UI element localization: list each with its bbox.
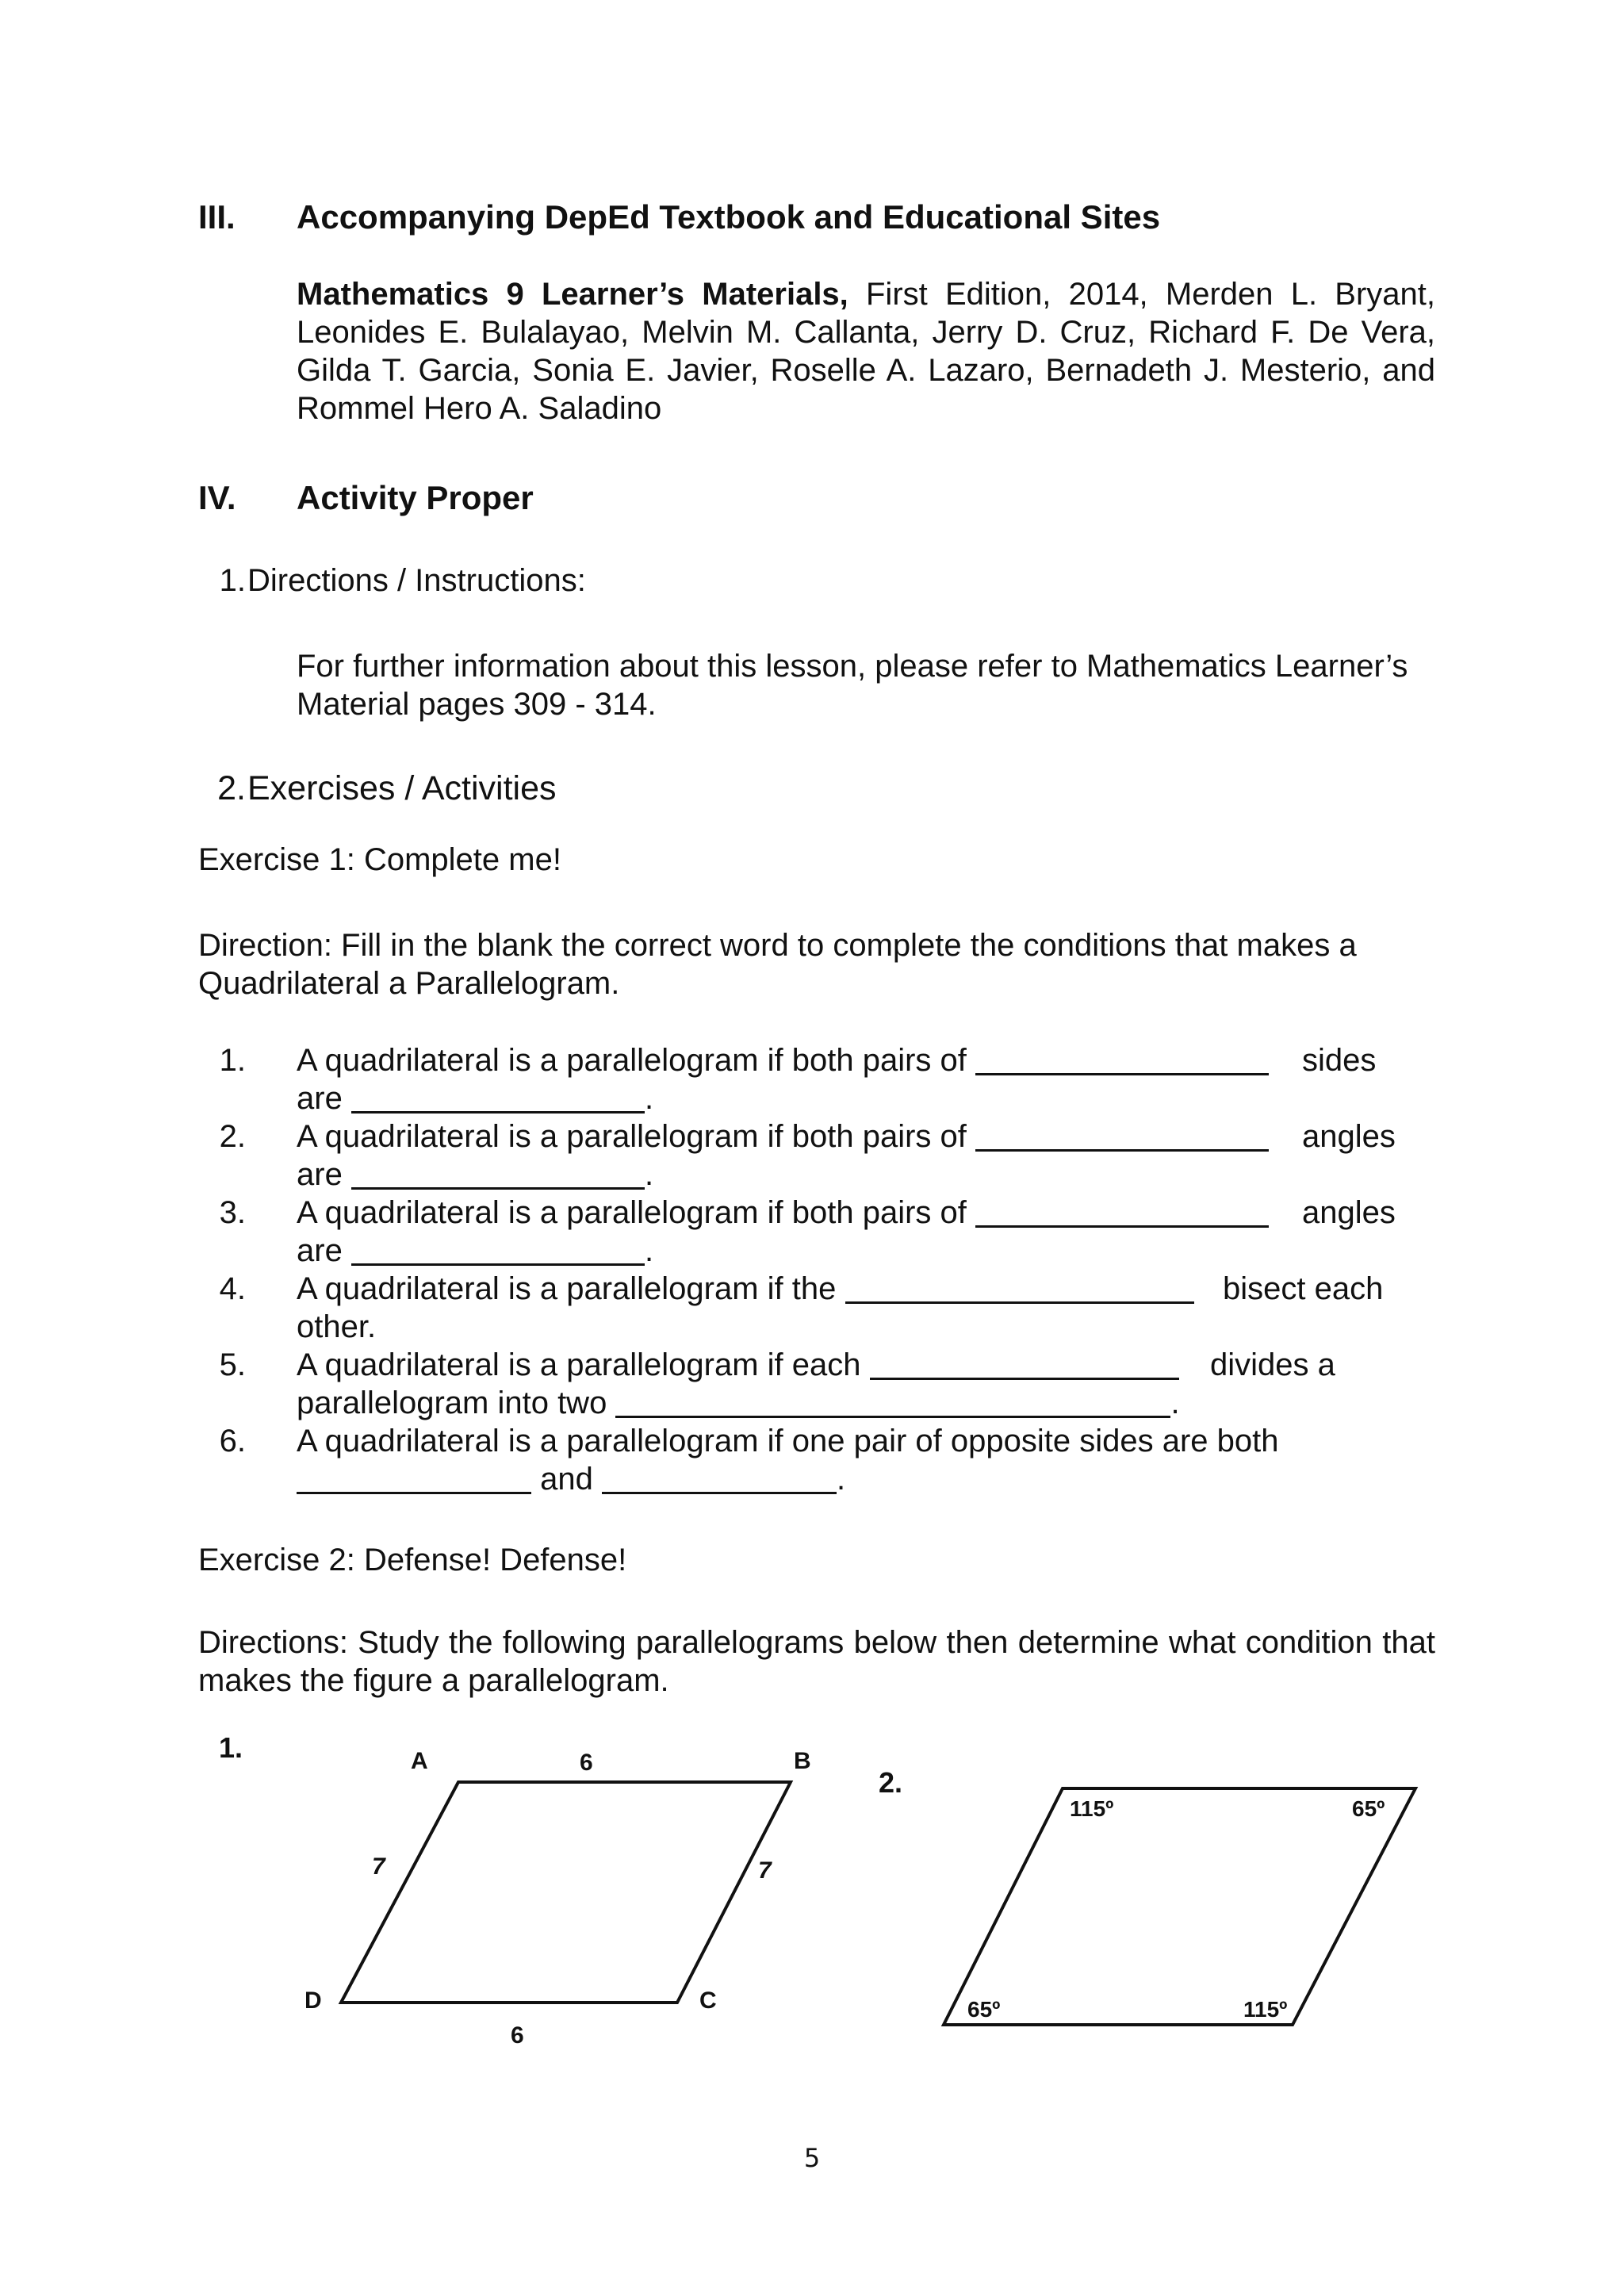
exercise-1-direction: Direction: Fill in the blank the correct word to complete the conditions that makes a Quadrilateral a Parallelogram. [198, 928, 1357, 1001]
item-period: . [644, 1157, 654, 1192]
exercises-item-label: Exercises / Activities [247, 769, 557, 807]
section-4-number: IV. [198, 479, 236, 516]
item-text-cont: and [540, 1462, 593, 1497]
item-text-cont: are [297, 1233, 343, 1268]
textbook-reference [297, 275, 1435, 427]
item-text-cont: parallelogram into two [297, 1386, 607, 1420]
exercise-2-direction: Directions: Study the following parallelograms below then determine what condition that makes the figure a parallelogram. [198, 1625, 1435, 1698]
side-ab-length: 6 [580, 1750, 593, 1776]
answer-blank[interactable] [615, 1387, 1170, 1418]
exercise-1-item [198, 1346, 1435, 1422]
answer-blank[interactable] [845, 1273, 1194, 1304]
exercise-1-item [198, 1117, 1435, 1194]
item-text-end: angles [1302, 1119, 1396, 1154]
item-text-end: bisect each [1223, 1271, 1384, 1306]
item-text: A quadrilateral is a parallelogram if both pairs of [297, 1043, 967, 1078]
item-number: 1. [219, 1043, 246, 1078]
section-3-title: Accompanying DepEd Textbook and Educational Sites [297, 198, 1161, 236]
item-period: . [644, 1081, 654, 1116]
top-right-angle: 65º [1352, 1796, 1385, 1821]
item-text: A quadrilateral is a parallelogram if one pair of opposite sides are both [297, 1424, 1279, 1458]
answer-blank[interactable] [975, 1197, 1269, 1228]
directions-item-label: Directions / Instructions: [247, 563, 586, 598]
parallelogram-figure-1 [198, 1729, 833, 2062]
figure-1-number: 1. [219, 1731, 243, 1764]
exercise-1-item [198, 1270, 1435, 1346]
item-text-cont: are [297, 1157, 343, 1192]
answer-blank[interactable] [870, 1349, 1179, 1380]
top-left-angle: 115º [1070, 1796, 1114, 1821]
answer-blank[interactable] [351, 1235, 645, 1266]
item-number: 6. [219, 1424, 246, 1458]
answer-blank[interactable] [975, 1045, 1269, 1075]
item-text: A quadrilateral is a parallelogram if the [297, 1271, 837, 1306]
item-text: A quadrilateral is a parallelogram if both pairs of [297, 1119, 967, 1154]
side-dc-length: 6 [511, 2022, 524, 2049]
item-period: . [1170, 1386, 1180, 1420]
vertex-b-label: B [794, 1748, 811, 1774]
parallelogram-figure-2 [872, 1761, 1427, 2062]
further-info: For further information about this lesson, please refer to Mathematics Learner’s Material pages 309 - 314. [297, 649, 1408, 722]
item-text: A quadrilateral is a parallelogram if both pairs of [297, 1195, 967, 1230]
item-number: 2. [219, 1119, 246, 1154]
parallelogram-angles [944, 1788, 1415, 2025]
parallelogram-abcd [341, 1782, 791, 2003]
bottom-right-angle: 115º [1243, 1997, 1288, 2022]
side-bc-length: 7 [758, 1857, 772, 1884]
exercise-1-title: Exercise 1: Complete me! [198, 842, 561, 877]
bottom-left-angle: 65º [967, 1997, 1001, 2022]
item-text-end: sides [1302, 1043, 1377, 1078]
item-text-cont: other. [297, 1309, 377, 1344]
vertex-c-label: C [699, 1987, 717, 2014]
section-3-number: III. [198, 198, 236, 236]
item-period: . [837, 1462, 846, 1497]
item-text-end: angles [1302, 1195, 1396, 1230]
item-number: 4. [219, 1271, 246, 1306]
exercise-1-item [198, 1041, 1435, 1117]
figure-2-number: 2. [879, 1766, 903, 1799]
answer-blank[interactable] [602, 1463, 837, 1494]
item-text-end: divides a [1210, 1347, 1335, 1382]
answer-blank[interactable] [975, 1121, 1269, 1152]
textbook-authors: First Edition, 2014, Merden L. Bryant, Leonides E. Bulalayao, Melvin M. Callanta, Jerry D. Cruz, Richard F. De Vera, Gilda T. Garcia, Sonia E. Javier, Roselle A. Lazaro, Bernadeth J. Mesterio, and Rommel Hero A. Saladino [297, 277, 1435, 426]
item-number: 5. [219, 1347, 246, 1382]
item-number: 3. [219, 1195, 246, 1230]
vertex-a-label: A [411, 1748, 428, 1774]
item-text-cont: are [297, 1081, 343, 1116]
textbook-title: Mathematics 9 Learner’s Materials, [297, 277, 848, 312]
exercise-1-item [198, 1422, 1435, 1498]
side-ad-length: 7 [372, 1853, 385, 1880]
exercise-2-title: Exercise 2: Defense! Defense! [198, 1543, 627, 1577]
item-text: A quadrilateral is a parallelogram if each [297, 1347, 861, 1382]
answer-blank[interactable] [351, 1159, 645, 1190]
exercise-1-item [198, 1194, 1435, 1270]
item-period: . [644, 1233, 654, 1268]
directions-item-number: 1. [219, 563, 246, 598]
section-4-title: Activity Proper [297, 479, 534, 516]
vertex-d-label: D [304, 1987, 322, 2014]
page-number: 5 [803, 2143, 821, 2173]
exercises-item-number: 2. [217, 769, 246, 807]
answer-blank[interactable] [351, 1083, 645, 1114]
answer-blank[interactable] [297, 1463, 531, 1494]
